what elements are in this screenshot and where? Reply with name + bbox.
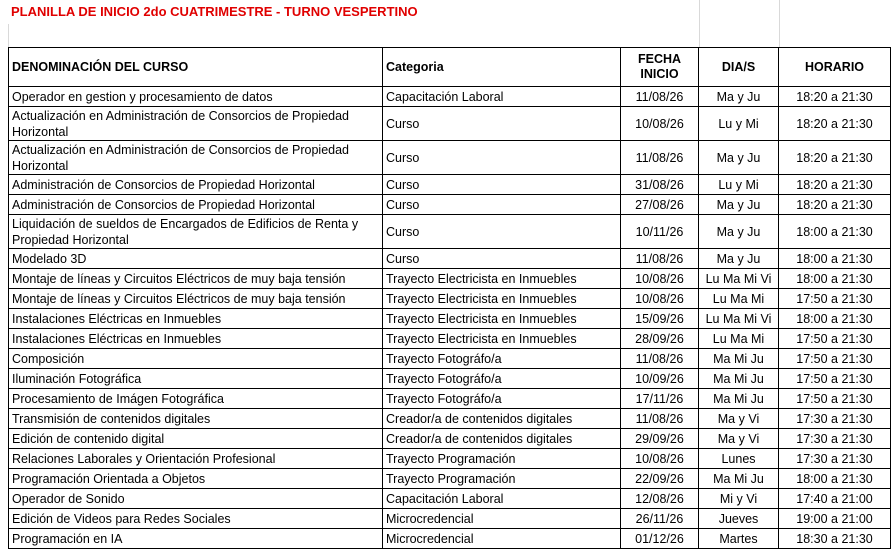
schedule-cell[interactable]: 19:00 a 21:00 bbox=[779, 509, 891, 529]
start-date-cell[interactable]: 11/08/26 bbox=[621, 87, 699, 107]
days-cell[interactable]: Martes bbox=[699, 529, 779, 549]
category-cell[interactable]: Creador/a de contenidos digitales bbox=[383, 409, 621, 429]
schedule-cell[interactable]: 17:30 a 21:30 bbox=[779, 449, 891, 469]
course-cell[interactable]: Programación en IA bbox=[9, 529, 383, 549]
days-cell[interactable]: Lu Ma Mi bbox=[699, 329, 779, 349]
course-cell[interactable]: Actualización en Administración de Consorcios de Propiedad Horizontal bbox=[9, 141, 383, 175]
table-row bbox=[9, 409, 891, 429]
category-cell[interactable]: Creador/a de contenidos digitales bbox=[383, 429, 621, 449]
schedule-cell[interactable]: 17:50 a 21:30 bbox=[779, 389, 891, 409]
days-cell[interactable]: Lu y Mi bbox=[699, 175, 779, 195]
start-date-cell[interactable]: 10/08/26 bbox=[621, 269, 699, 289]
days-cell[interactable]: Ma Mi Ju bbox=[699, 389, 779, 409]
schedule-cell[interactable]: 18:20 a 21:30 bbox=[779, 175, 891, 195]
start-date-cell[interactable]: 27/08/26 bbox=[621, 195, 699, 215]
category-cell[interactable]: Trayecto Fotográfo/a bbox=[383, 349, 621, 369]
category-cell[interactable]: Microcredencial bbox=[383, 529, 621, 549]
days-cell[interactable]: Lu Ma Mi Vi bbox=[699, 269, 779, 289]
schedule-cell[interactable]: 17:30 a 21:30 bbox=[779, 429, 891, 449]
course-cell[interactable]: Iluminación Fotográfica bbox=[9, 369, 383, 389]
schedule-cell[interactable]: 18:20 a 21:30 bbox=[779, 195, 891, 215]
days-cell[interactable]: Ma y Vi bbox=[699, 409, 779, 429]
course-cell[interactable]: Edición de Videos para Redes Sociales bbox=[9, 509, 383, 529]
start-date-cell[interactable]: 15/09/26 bbox=[621, 309, 699, 329]
start-date-cell[interactable]: 11/08/26 bbox=[621, 141, 699, 175]
schedule-cell[interactable]: 17:40 a 21:00 bbox=[779, 489, 891, 509]
course-cell[interactable]: Operador en gestion y procesamiento de datos bbox=[9, 87, 383, 107]
start-date-cell[interactable]: 10/08/26 bbox=[621, 107, 699, 141]
schedule-cell[interactable]: 18:00 a 21:30 bbox=[779, 469, 891, 489]
schedule-cell[interactable]: 18:00 a 21:30 bbox=[779, 269, 891, 289]
course-cell[interactable]: Montaje de líneas y Circuitos Eléctricos de muy baja tensión bbox=[9, 269, 383, 289]
course-cell[interactable]: Modelado 3D bbox=[9, 249, 383, 269]
course-cell[interactable]: Montaje de líneas y Circuitos Eléctricos de muy baja tensión bbox=[9, 289, 383, 309]
schedule-cell[interactable]: 18:20 a 21:30 bbox=[779, 87, 891, 107]
header-schedule[interactable]: HORARIO bbox=[779, 48, 891, 87]
schedule-cell[interactable]: 17:50 a 21:30 bbox=[779, 369, 891, 389]
start-date-cell[interactable]: 01/12/26 bbox=[621, 529, 699, 549]
table-row bbox=[9, 141, 891, 175]
days-cell[interactable]: Jueves bbox=[699, 509, 779, 529]
days-cell[interactable]: Lu Ma Mi bbox=[699, 289, 779, 309]
table-row bbox=[9, 389, 891, 409]
start-date-cell[interactable]: 11/08/26 bbox=[621, 409, 699, 429]
days-cell[interactable]: Ma y Ju bbox=[699, 141, 779, 175]
days-cell[interactable]: Mi y Vi bbox=[699, 489, 779, 509]
course-cell[interactable]: Instalaciones Eléctricas en Inmuebles bbox=[9, 309, 383, 329]
category-cell[interactable]: Trayecto Programación bbox=[383, 449, 621, 469]
table-row bbox=[9, 195, 891, 215]
category-cell[interactable]: Trayecto Electricista en Inmuebles bbox=[383, 329, 621, 349]
days-cell[interactable]: Ma Mi Ju bbox=[699, 369, 779, 389]
table-row bbox=[9, 175, 891, 195]
header-start-line1: FECHA bbox=[637, 52, 682, 66]
table-row bbox=[9, 289, 891, 309]
table-row bbox=[9, 469, 891, 489]
course-cell[interactable]: Administración de Consorcios de Propiedad Horizontal bbox=[9, 195, 383, 215]
days-cell[interactable]: Ma y Ju bbox=[699, 249, 779, 269]
table-row bbox=[9, 529, 891, 549]
days-cell[interactable]: Ma Mi Ju bbox=[699, 469, 779, 489]
table-row bbox=[9, 429, 891, 449]
course-cell[interactable]: Transmisión de contenidos digitales bbox=[9, 409, 383, 429]
category-cell[interactable]: Trayecto Fotográfo/a bbox=[383, 369, 621, 389]
header-start-date[interactable] bbox=[621, 48, 699, 87]
category-cell[interactable]: Capacitación Laboral bbox=[383, 489, 621, 509]
days-cell[interactable]: Lu Ma Mi Vi bbox=[699, 309, 779, 329]
schedule-cell[interactable]: 17:50 a 21:30 bbox=[779, 349, 891, 369]
category-cell[interactable]: Curso bbox=[383, 195, 621, 215]
start-date-cell[interactable]: 26/11/26 bbox=[621, 509, 699, 529]
schedule-cell[interactable]: 18:30 a 21:30 bbox=[779, 529, 891, 549]
schedule-cell[interactable]: 18:20 a 21:30 bbox=[779, 107, 891, 141]
table-row bbox=[9, 309, 891, 329]
table-row bbox=[9, 107, 891, 141]
table-row bbox=[9, 489, 891, 509]
course-cell[interactable]: Actualización en Administración de Consorcios de Propiedad Horizontal bbox=[9, 107, 383, 141]
start-date-cell[interactable]: 31/08/26 bbox=[621, 175, 699, 195]
table-row bbox=[9, 87, 891, 107]
courses-table bbox=[8, 47, 891, 549]
table-row bbox=[9, 509, 891, 529]
header-row bbox=[9, 48, 891, 87]
start-date-cell[interactable]: 11/08/26 bbox=[621, 349, 699, 369]
header-start-line2: INICIO bbox=[640, 67, 679, 81]
days-cell[interactable]: Lu y Mi bbox=[699, 107, 779, 141]
schedule-cell[interactable]: 18:00 a 21:30 bbox=[779, 309, 891, 329]
course-cell[interactable]: Procesamiento de Imágen Fotográfica bbox=[9, 389, 383, 409]
table-row bbox=[9, 449, 891, 469]
category-cell[interactable]: Trayecto Electricista en Inmuebles bbox=[383, 309, 621, 329]
start-date-cell[interactable]: 10/11/26 bbox=[621, 215, 699, 249]
header-category[interactable]: Categoria bbox=[383, 48, 621, 87]
schedule-cell[interactable]: 17:50 a 21:30 bbox=[779, 329, 891, 349]
category-cell[interactable]: Curso bbox=[383, 215, 621, 249]
category-cell[interactable]: Curso bbox=[383, 249, 621, 269]
sheet-title: PLANILLA DE INICIO 2do CUATRIMESTRE - TURNO VESPERTINO bbox=[11, 4, 418, 19]
course-cell[interactable]: Programación Orientada a Objetos bbox=[9, 469, 383, 489]
header-days[interactable]: DIA/S bbox=[699, 48, 779, 87]
table-row bbox=[9, 215, 891, 249]
course-cell[interactable]: Instalaciones Eléctricas en Inmuebles bbox=[9, 329, 383, 349]
course-cell[interactable]: Composición bbox=[9, 349, 383, 369]
category-cell[interactable]: Curso bbox=[383, 107, 621, 141]
category-cell[interactable]: Trayecto Electricista en Inmuebles bbox=[383, 269, 621, 289]
start-date-cell[interactable]: 28/09/26 bbox=[621, 329, 699, 349]
days-cell[interactable]: Lunes bbox=[699, 449, 779, 469]
table-row bbox=[9, 269, 891, 289]
days-cell[interactable]: Ma Mi Ju bbox=[699, 349, 779, 369]
schedule-cell[interactable]: 18:00 a 21:30 bbox=[779, 215, 891, 249]
schedule-cell[interactable]: 18:00 a 21:30 bbox=[779, 249, 891, 269]
category-cell[interactable]: Trayecto Electricista en Inmuebles bbox=[383, 289, 621, 309]
days-cell[interactable]: Ma y Vi bbox=[699, 429, 779, 449]
header-course[interactable]: DENOMINACIÓN DEL CURSO bbox=[9, 48, 383, 87]
start-date-cell[interactable]: 17/11/26 bbox=[621, 389, 699, 409]
table-row bbox=[9, 349, 891, 369]
start-date-cell[interactable]: 11/08/26 bbox=[621, 249, 699, 269]
course-cell[interactable]: Operador de Sonido bbox=[9, 489, 383, 509]
days-cell[interactable]: Ma y Ju bbox=[699, 195, 779, 215]
schedule-cell[interactable]: 18:20 a 21:30 bbox=[779, 141, 891, 175]
start-date-cell[interactable]: 29/09/26 bbox=[621, 429, 699, 449]
start-date-cell[interactable]: 10/08/26 bbox=[621, 289, 699, 309]
category-cell[interactable]: Curso bbox=[383, 141, 621, 175]
table-row bbox=[9, 329, 891, 349]
table-row bbox=[9, 369, 891, 389]
table-row bbox=[9, 249, 891, 269]
start-date-cell[interactable]: 22/09/26 bbox=[621, 469, 699, 489]
days-cell[interactable]: Ma y Ju bbox=[699, 87, 779, 107]
category-cell[interactable]: Capacitación Laboral bbox=[383, 87, 621, 107]
schedule-cell[interactable]: 17:30 a 21:30 bbox=[779, 409, 891, 429]
days-cell[interactable]: Ma y Ju bbox=[699, 215, 779, 249]
schedule-cell[interactable]: 17:50 a 21:30 bbox=[779, 289, 891, 309]
category-cell[interactable]: Trayecto Fotográfo/a bbox=[383, 389, 621, 409]
category-cell[interactable]: Curso bbox=[383, 175, 621, 195]
start-date-cell[interactable]: 10/08/26 bbox=[621, 449, 699, 469]
course-cell[interactable]: Relaciones Laborales y Orientación Profesional bbox=[9, 449, 383, 469]
course-cell[interactable]: Edición de contenido digital bbox=[9, 429, 383, 449]
start-date-cell[interactable]: 10/09/26 bbox=[621, 369, 699, 389]
start-date-cell[interactable]: 12/08/26 bbox=[621, 489, 699, 509]
course-cell[interactable]: Liquidación de sueldos de Encargados de Edificios de Renta y Propiedad Horizontal bbox=[9, 215, 383, 249]
course-cell[interactable]: Administración de Consorcios de Propiedad Horizontal bbox=[9, 175, 383, 195]
category-cell[interactable]: Trayecto Programación bbox=[383, 469, 621, 489]
category-cell[interactable]: Microcredencial bbox=[383, 509, 621, 529]
